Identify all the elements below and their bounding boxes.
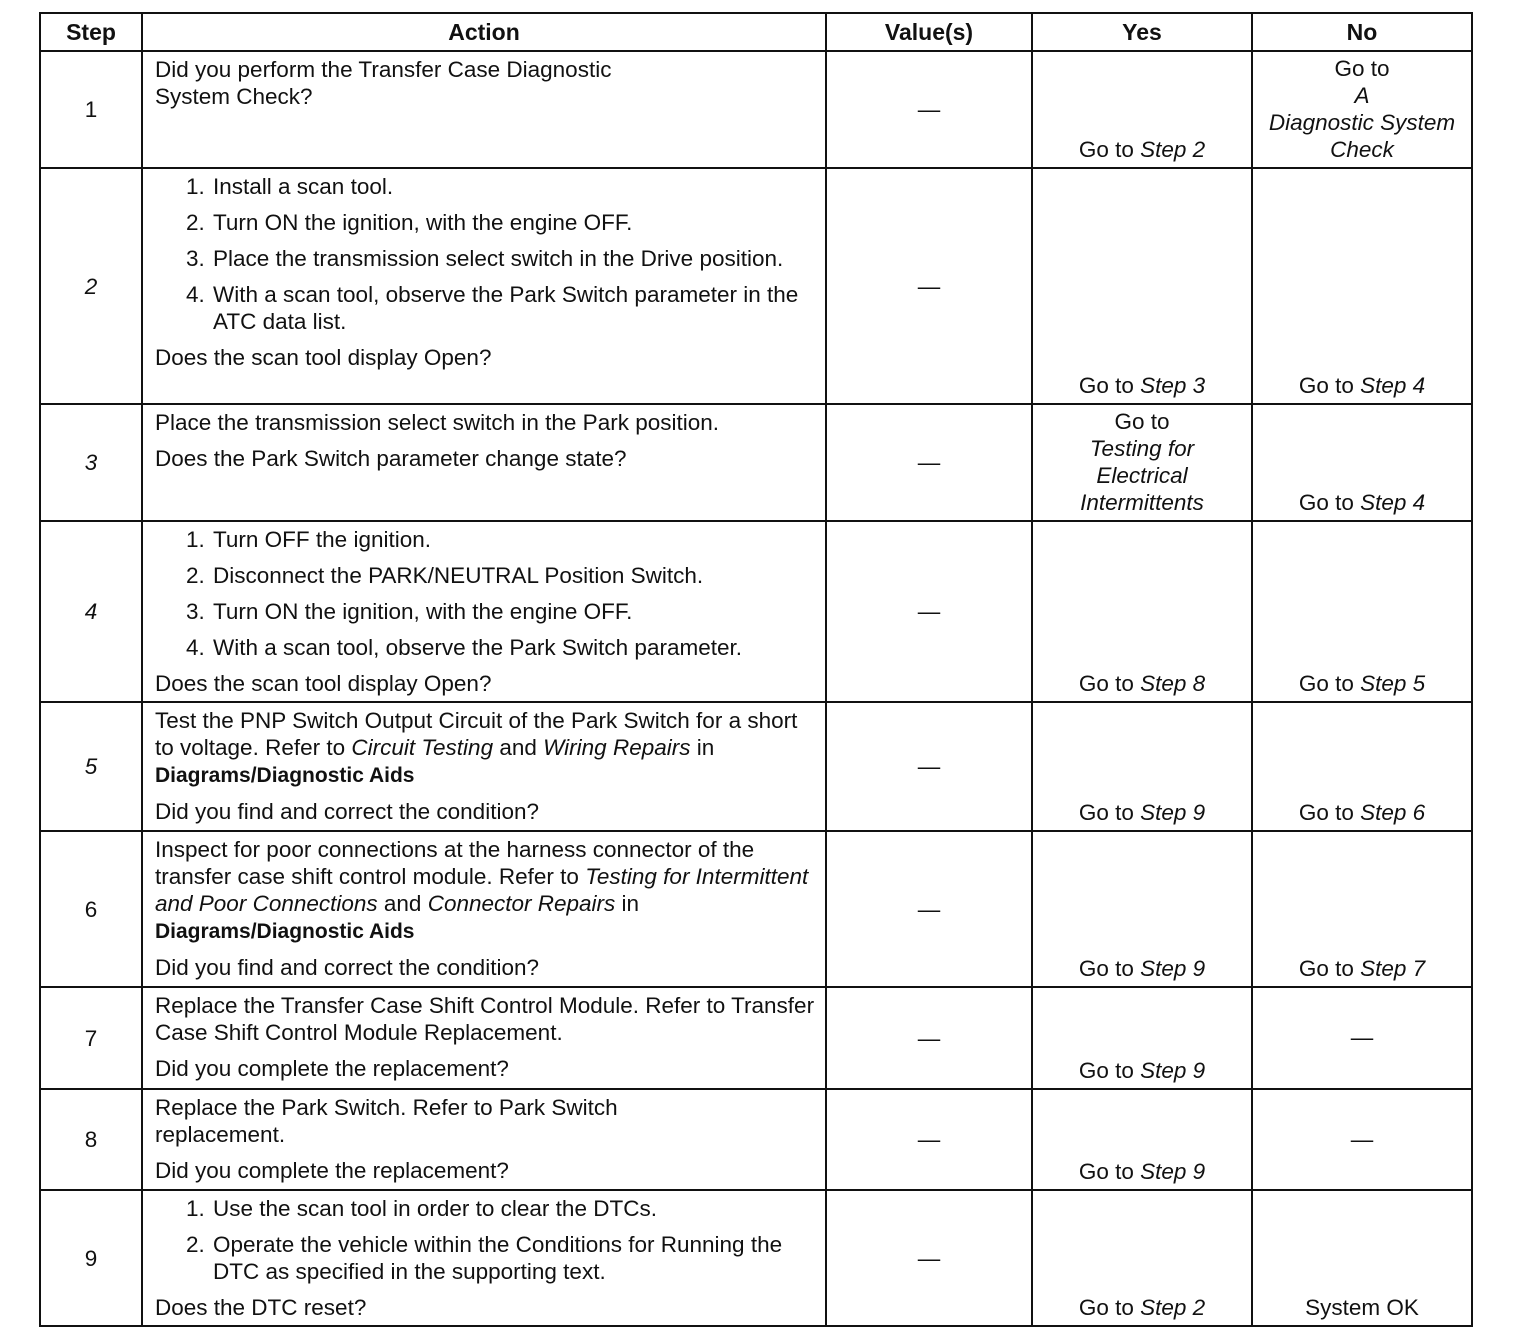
no-prefix: Go to: [1298, 956, 1361, 981]
yes-prefix: Go to: [1078, 956, 1141, 981]
no-link[interactable]: Step 6: [1360, 800, 1426, 825]
header-no: No: [1252, 13, 1472, 51]
header-values: Value(s): [826, 13, 1032, 51]
value-cell: —: [826, 1089, 1032, 1190]
action-cell: [142, 1190, 826, 1326]
no-prefix: Go to: [1298, 800, 1361, 825]
no-prefix: Go to: [1298, 490, 1361, 515]
value-cell: —: [826, 987, 1032, 1089]
no-link-part[interactable]: System Check: [1330, 110, 1456, 162]
action-question: Does the DTC reset?: [155, 1295, 367, 1320]
action-step: 1. Use the scan tool in order to clear the DTCs.: [211, 1195, 817, 1222]
action-question: Does the scan tool display Open?: [155, 671, 492, 696]
yes-link[interactable]: Step 9: [1140, 800, 1206, 825]
value-cell: —: [826, 168, 1032, 404]
action-text-part: and: [377, 891, 428, 916]
action-cell: [142, 831, 826, 987]
header-action: Action: [142, 13, 826, 51]
reference-link[interactable]: Wiring Repairs: [543, 735, 691, 760]
no-link[interactable]: Step 5: [1360, 671, 1426, 696]
action-steps-list: [155, 526, 817, 661]
no-cell: —: [1252, 987, 1472, 1089]
header-step: Step: [40, 13, 142, 51]
yes-link[interactable]: Step 9: [1140, 1159, 1206, 1184]
action-step: 4. With a scan tool, observe the Park Switch parameter in the ATC data list.: [211, 281, 817, 335]
no-prefix: Go to: [1298, 671, 1361, 696]
action-cell: [142, 168, 826, 404]
action-cell: [142, 1089, 826, 1190]
value-cell: —: [826, 521, 1032, 702]
action-question: Did you complete the replacement?: [155, 1158, 509, 1183]
reference-link[interactable]: Testing for Intermittent and Poor Connections: [155, 864, 809, 916]
yes-link[interactable]: Step 2: [1140, 137, 1206, 162]
action-question: Did you find and correct the condition?: [155, 799, 539, 824]
action-text-part: in: [690, 735, 715, 760]
yes-prefix: Go to: [1078, 800, 1141, 825]
no-prefix: Go to: [1334, 56, 1390, 81]
yes-cell[interactable]: [1032, 987, 1252, 1089]
action-text: Place the transmission select switch in the Park position.: [155, 410, 720, 435]
table-row: [40, 404, 1472, 521]
value-cell: —: [826, 404, 1032, 521]
action-step: 3. Turn ON the ignition, with the engine OFF.: [211, 598, 817, 625]
table-row: [40, 987, 1472, 1089]
yes-link[interactable]: Step 9: [1140, 1058, 1206, 1083]
action-text-part: and: [493, 735, 544, 760]
no-link[interactable]: Step 7: [1360, 956, 1426, 981]
yes-prefix: Go to: [1078, 671, 1141, 696]
no-cell[interactable]: [1252, 831, 1472, 987]
action-step: 1. Turn OFF the ignition.: [211, 526, 817, 553]
value-cell: —: [826, 1190, 1032, 1326]
yes-prefix: Go to: [1114, 409, 1170, 434]
header-row: [40, 13, 1472, 51]
yes-cell[interactable]: [1032, 51, 1252, 168]
no-prefix: Go to: [1298, 373, 1361, 398]
no-cell[interactable]: [1252, 51, 1472, 168]
manual-section-ref[interactable]: Diagrams/Diagnostic Aids: [155, 764, 415, 787]
step-number: 2: [40, 168, 142, 404]
no-cell: —: [1252, 1089, 1472, 1190]
value-cell: —: [826, 831, 1032, 987]
yes-link[interactable]: Step 9: [1140, 956, 1206, 981]
no-cell[interactable]: [1252, 702, 1472, 831]
yes-prefix: Go to: [1078, 1058, 1141, 1083]
action-steps-list: [155, 1195, 817, 1285]
action-text: Replace the Park Switch. Refer to Park Switch replacement.: [155, 1095, 618, 1147]
action-text-part: Test the PNP Switch Output Circuit of the Park Switch for a short to voltage. Refer to: [155, 708, 798, 760]
action-question: Does the scan tool display Open?: [155, 345, 492, 370]
yes-prefix: Go to: [1078, 1159, 1141, 1184]
action-text: Replace the Transfer Case Shift Control Module. Refer to Transfer Case Shift Control Module Replacement.: [155, 993, 815, 1045]
action-steps-list: [155, 173, 817, 335]
yes-link[interactable]: Step 8: [1140, 671, 1206, 696]
action-question: Did you perform the Transfer Case Diagnostic System Check?: [155, 57, 612, 109]
action-cell: [142, 404, 826, 521]
manual-section-ref[interactable]: Diagrams/Diagnostic Aids: [155, 920, 415, 943]
yes-link[interactable]: Step 3: [1140, 373, 1206, 398]
step-number: 3: [40, 404, 142, 521]
yes-cell[interactable]: [1032, 831, 1252, 987]
no-link-part[interactable]: Diagnostic: [1268, 110, 1374, 135]
yes-cell[interactable]: [1032, 1089, 1252, 1190]
no-cell: System OK: [1252, 1190, 1472, 1326]
yes-cell[interactable]: [1032, 168, 1252, 404]
table-row: [40, 168, 1472, 404]
action-question: Did you find and correct the condition?: [155, 955, 539, 980]
no-cell[interactable]: [1252, 521, 1472, 702]
action-text-part: in: [615, 891, 640, 916]
step-number: 9: [40, 1190, 142, 1326]
yes-prefix: Go to: [1078, 1295, 1141, 1320]
reference-link[interactable]: Circuit Testing: [351, 735, 494, 760]
action-cell: [142, 521, 826, 702]
step-number: 6: [40, 831, 142, 987]
action-question: Does the Park Switch parameter change state?: [155, 446, 627, 471]
header-yes: Yes: [1032, 13, 1252, 51]
yes-cell[interactable]: [1032, 702, 1252, 831]
yes-cell[interactable]: [1032, 521, 1252, 702]
yes-cell[interactable]: [1032, 1190, 1252, 1326]
action-text: [155, 836, 817, 945]
action-cell: [142, 51, 826, 168]
action-text-part: Inspect for poor connections at the harness connector of the transfer case shift control module. Refer to: [155, 837, 755, 889]
yes-prefix: Go to: [1078, 373, 1141, 398]
diagnostic-table: [39, 12, 1473, 1327]
yes-link-part[interactable]: Intermittents: [1080, 490, 1204, 515]
no-cell[interactable]: [1252, 404, 1472, 521]
table-row: [40, 702, 1472, 831]
action-step: 2. Turn ON the ignition, with the engine OFF.: [211, 209, 817, 236]
no-link[interactable]: Step 4: [1360, 373, 1426, 398]
step-number: 1: [40, 51, 142, 168]
action-cell: [142, 702, 826, 831]
yes-link-part[interactable]: Testing for: [1089, 436, 1195, 461]
no-link[interactable]: Step 4: [1360, 490, 1426, 515]
action-step: 2. Operate the vehicle within the Conditions for Running the DTC as specified in the supporting text.: [211, 1231, 817, 1285]
yes-link-part[interactable]: Electrical: [1096, 463, 1188, 488]
table-row: [40, 831, 1472, 987]
value-cell: —: [826, 51, 1032, 168]
action-question: Did you complete the replacement?: [155, 1056, 509, 1081]
step-number: 8: [40, 1089, 142, 1190]
table-row: [40, 521, 1472, 702]
action-text: [155, 707, 817, 789]
step-number: 4: [40, 521, 142, 702]
no-link-part[interactable]: A: [1354, 83, 1370, 108]
reference-link[interactable]: Connector Repairs: [427, 891, 616, 916]
table-row: [40, 1190, 1472, 1326]
table-row: [40, 51, 1472, 168]
action-step: 1. Install a scan tool.: [211, 173, 817, 200]
yes-cell[interactable]: [1032, 404, 1252, 521]
action-step: 3. Place the transmission select switch in the Drive position.: [211, 245, 817, 272]
action-step: 2. Disconnect the PARK/NEUTRAL Position Switch.: [211, 562, 817, 589]
action-step: 4. With a scan tool, observe the Park Switch parameter.: [211, 634, 817, 661]
action-cell: [142, 987, 826, 1089]
yes-prefix: Go to: [1078, 137, 1141, 162]
value-cell: —: [826, 702, 1032, 831]
no-cell[interactable]: [1252, 168, 1472, 404]
step-number: 5: [40, 702, 142, 831]
yes-link[interactable]: Step 2: [1140, 1295, 1206, 1320]
step-number: 7: [40, 987, 142, 1089]
table-row: [40, 1089, 1472, 1190]
